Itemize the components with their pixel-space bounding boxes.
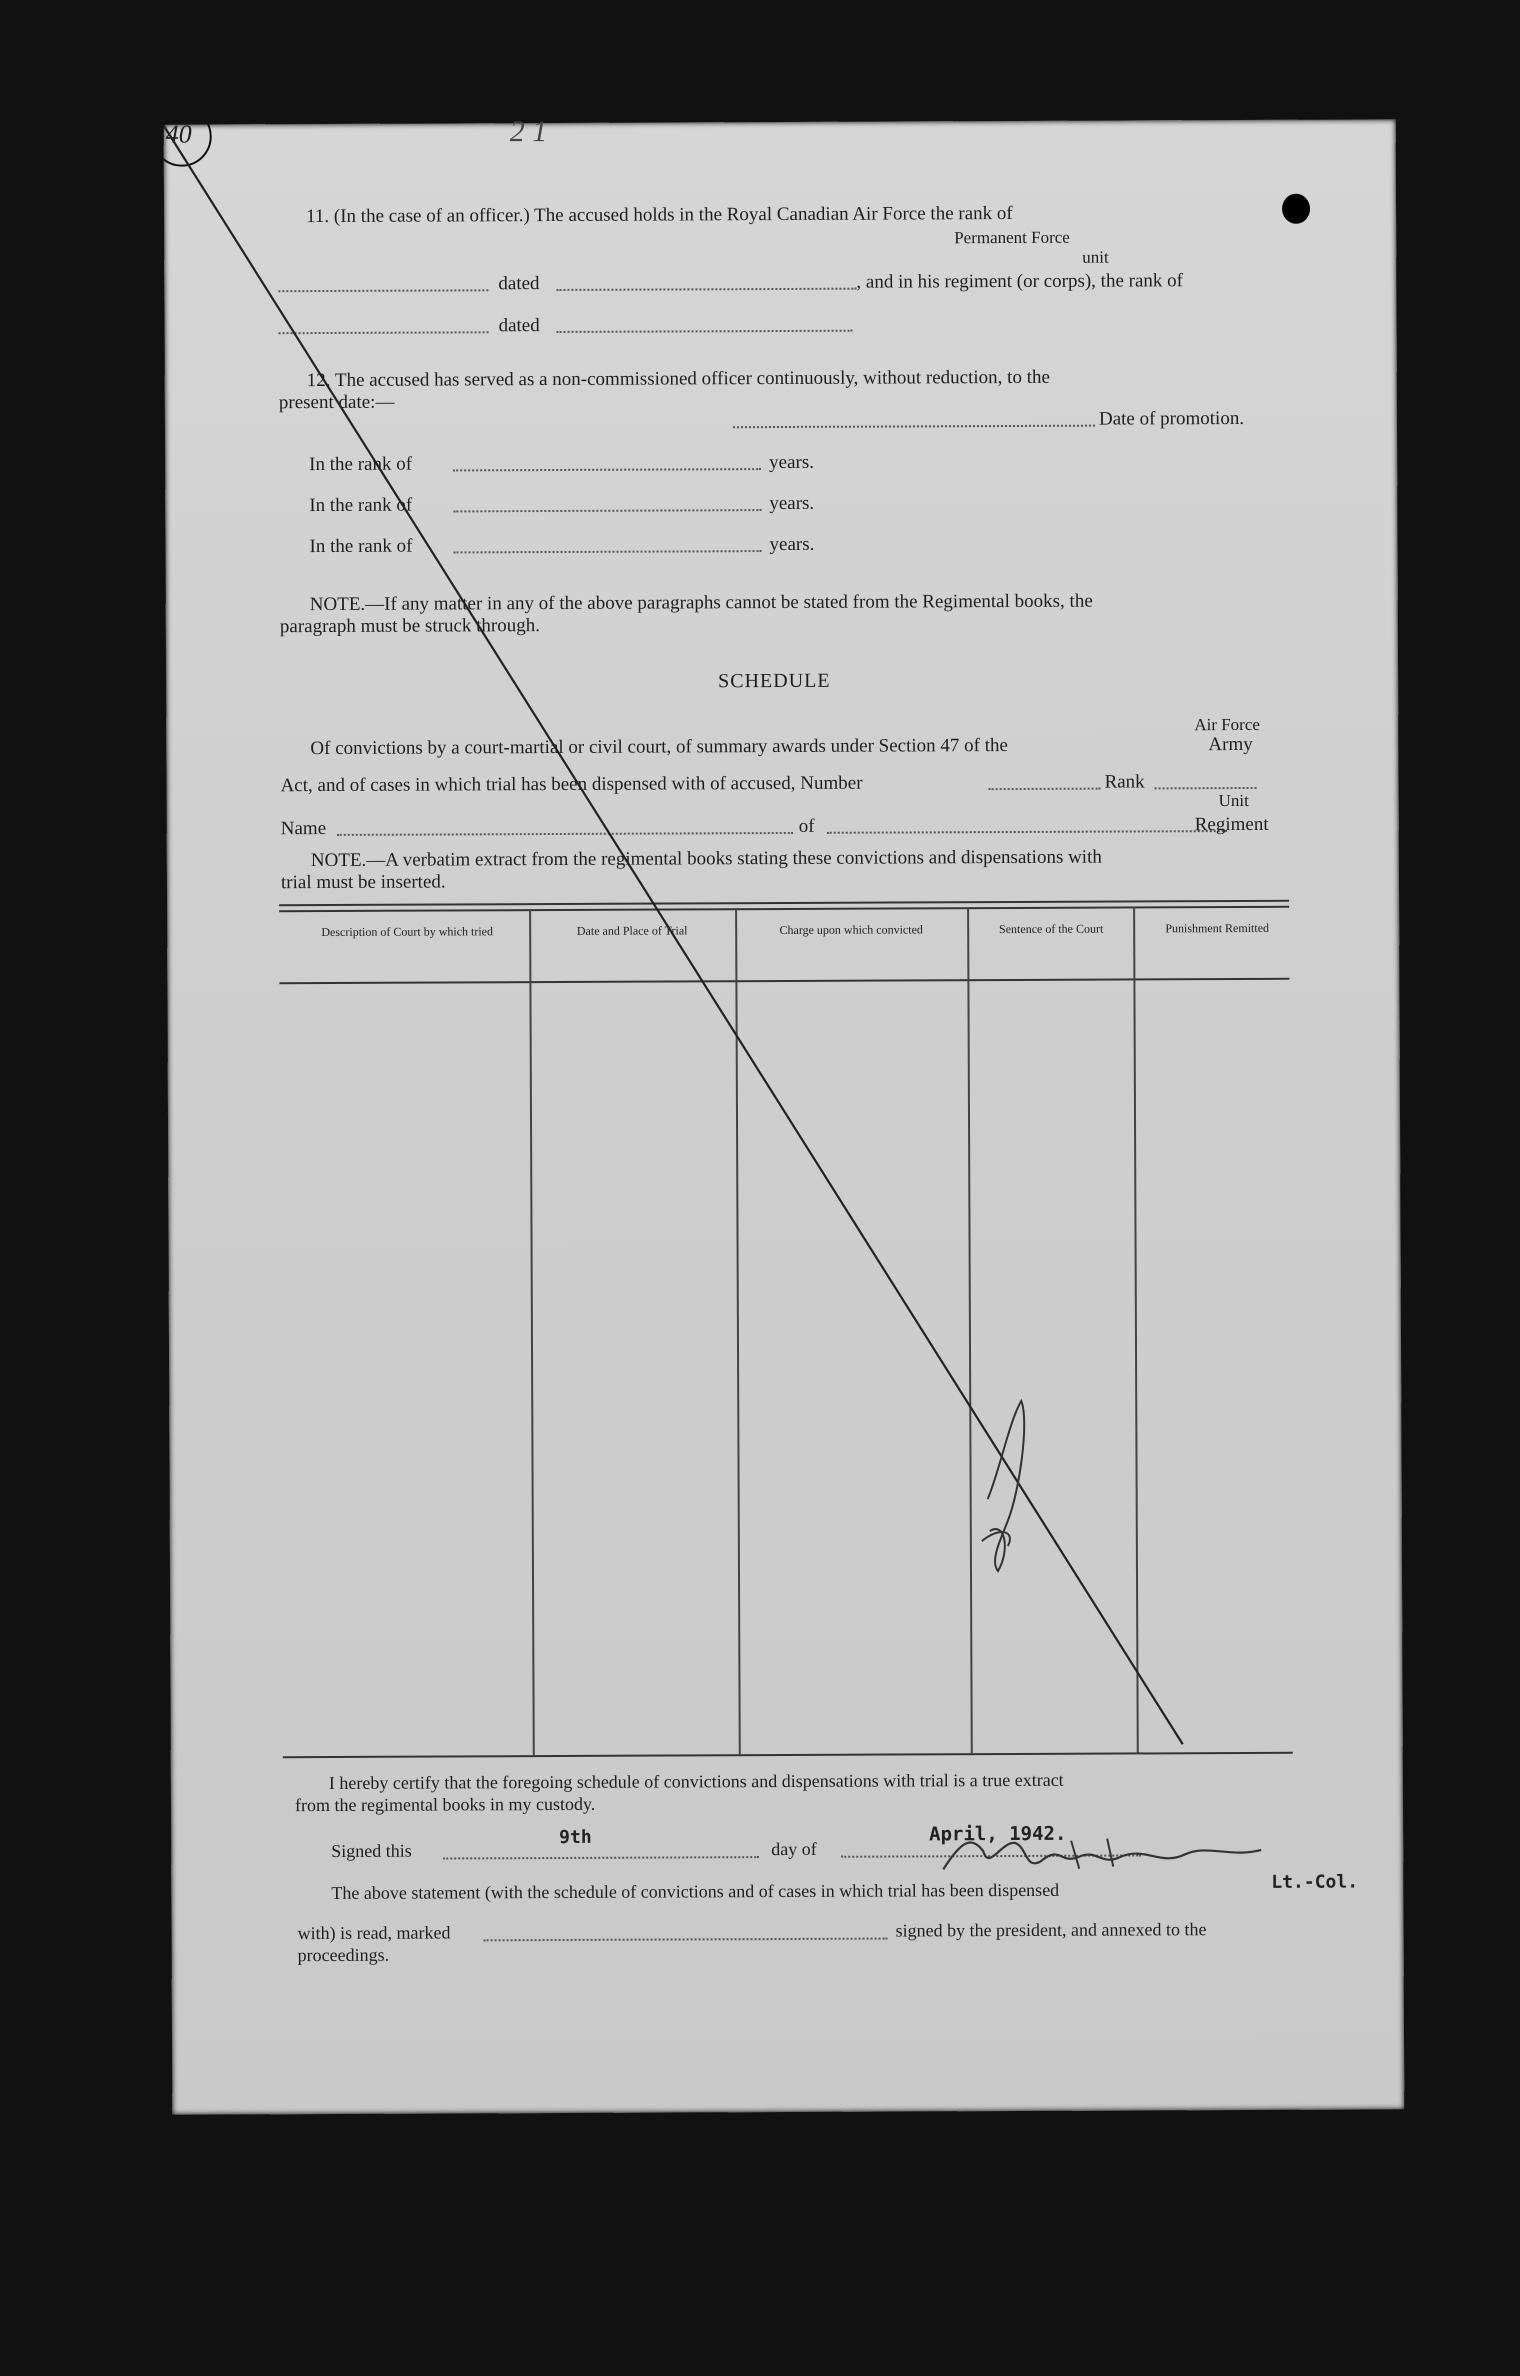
schedule-name-label: Name <box>280 817 327 840</box>
initials-scribble <box>981 1401 1025 1571</box>
table-header-date-place: Date and Place of Trial <box>576 923 688 938</box>
document-page <box>164 115 1405 2114</box>
table-header-sentence: Sentence of the Court <box>998 921 1104 937</box>
date-of-promotion-label: Date of promotion. <box>1098 407 1245 430</box>
table-header-charge: Charge upon which convicted <box>779 922 923 938</box>
schedule-note-line1: NOTE.—A verbatim extract from the regimental books stating these convictions and dispensations with <box>310 846 1102 872</box>
rank-suffix: Lt.-Col. <box>1271 1871 1359 1893</box>
schedule-insert-air-force: Air Force <box>1194 714 1260 735</box>
para12-line1: 12. The accused has served as a non-commissioned officer continuously, without reduction, to the <box>306 366 1050 392</box>
para11-line1: 11. (In the case of an officer.) The accused holds in the Royal Canadian Air Force the rank of <box>306 202 1013 228</box>
rank-row-3-suffix: years. <box>769 533 815 556</box>
schedule-regiment-label: Regiment <box>1194 813 1269 836</box>
rank-row-3-label: In the rank of <box>309 535 413 558</box>
day-of-label: day of <box>771 1838 817 1860</box>
statement-line2b: signed by the president, and annexed to the <box>895 1919 1207 1941</box>
schedule-of-label: of <box>798 815 815 837</box>
rank-row-2-suffix: years. <box>769 492 815 515</box>
schedule-title: SCHEDULE <box>718 669 831 693</box>
signed-this-label: Signed this <box>331 1840 412 1861</box>
rank-row-2-label: In the rank of <box>309 494 413 517</box>
marked-blank <box>484 1938 888 1942</box>
folio-number: 40 <box>165 119 192 149</box>
strike-through-line <box>164 115 1403 1824</box>
certify-line1: I hereby certify that the foregoing schedule of convictions and dispensations with trial is a true extract <box>328 1769 1064 1793</box>
dated-label-2: dated <box>498 315 540 337</box>
dated-label-1: dated <box>498 273 540 295</box>
day-value: 9th <box>559 1826 592 1848</box>
schedule-line1: Of convictions by a court-martial or civil court, of summary awards under Section 47 of the <box>310 735 1008 760</box>
top-scribble: 2 1 <box>509 115 548 149</box>
schedule-insert-unit: Unit <box>1218 790 1249 811</box>
para11-insert-unit: unit <box>1082 247 1109 267</box>
schedule-army: Army <box>1208 733 1253 756</box>
month-year-value: April, 1942. <box>929 1822 1067 1846</box>
para11-insert-force: Permanent Force <box>954 227 1070 248</box>
schedule-rank-label: Rank <box>1104 771 1145 793</box>
statement-line1: The above statement (with the schedule of convictions and of cases in which trial has been dispensed <box>331 1879 1060 1903</box>
statement-line3: proceedings. <box>297 1944 390 1966</box>
table-header-court: Description of Court by which tried <box>321 924 494 940</box>
statement-line2a: with) is read, marked <box>297 1922 451 1944</box>
schedule-line2: Act, and of cases in which trial has been dispensed with of accused, Number <box>280 772 863 797</box>
para12-line2: present date:— <box>278 391 395 414</box>
schedule-note-line2: trial must be inserted. <box>280 871 446 894</box>
day-blank <box>443 1856 759 1859</box>
regiment-rank-text: , and in his regiment (or corps), the rank of <box>856 270 1184 293</box>
rank-row-1-suffix: years. <box>769 451 815 474</box>
rank-row-1-label: In the rank of <box>309 453 413 476</box>
note1-line2: paragraph must be struck through. <box>279 615 541 638</box>
note1-line1: NOTE.—If any matter in any of the above paragraphs cannot be stated from the Regimental books, the <box>309 590 1093 616</box>
table-header-punishment: Punishment Remitted <box>1165 920 1270 936</box>
certify-line2: from the regimental books in my custody. <box>294 1793 596 1816</box>
